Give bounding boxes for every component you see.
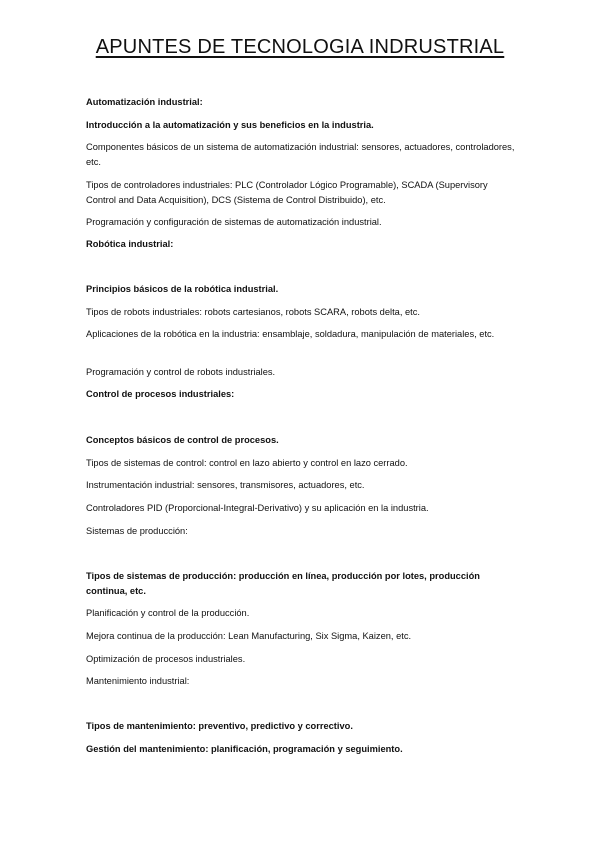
paragraph: Optimización de procesos industriales. (86, 654, 246, 664)
section-heading-robotica: Robótica industrial: (86, 239, 174, 249)
paragraph: Programación y configuración de sistemas de automatización industrial. (86, 217, 382, 227)
paragraph: Introducción a la automatización y sus beneficios en la industria. (86, 120, 374, 130)
paragraph: Programación y control de robots industriales. (86, 367, 276, 377)
paragraph: Conceptos básicos de control de procesos. (86, 435, 279, 445)
paragraph: Tipos de controladores industriales: PLC (Controlador Lógico Programable), SCADA (Supervisory Control and Data Acquisition), DCS (Sistema de Control Distribuido), etc. (86, 180, 488, 205)
paragraph: Principios básicos de la robótica industrial. (86, 284, 279, 294)
paragraph: Planificación y control de la producción. (86, 608, 250, 618)
section-heading-produccion: Sistemas de producción: (86, 526, 188, 536)
section-heading-mantenimiento: Mantenimiento industrial: (86, 676, 190, 686)
paragraph: Tipos de sistemas de producción: producción en línea, producción por lotes, producción continua, etc. (86, 571, 480, 596)
section-heading-control: Control de procesos industriales: (86, 389, 235, 399)
paragraph: Aplicaciones de la robótica en la industria: ensamblaje, soldadura, manipulación de materiales, etc. (86, 329, 495, 339)
section-heading-automatizacion: Automatización industrial: (86, 97, 203, 107)
paragraph: Tipos de mantenimiento: preventivo, predictivo y correctivo. (86, 721, 353, 731)
paragraph: Mejora continua de la producción: Lean Manufacturing, Six Sigma, Kaizen, etc. (86, 631, 412, 641)
paragraph: Controladores PID (Proporcional-Integral-Derivativo) y su aplicación en la industria. (86, 503, 429, 513)
paragraph: Instrumentación industrial: sensores, transmisores, actuadores, etc. (86, 480, 365, 490)
page-title: APUNTES DE TECNOLOGIA INDRUSTRIAL (95, 36, 505, 58)
paragraph: Componentes básicos de un sistema de automatización industrial: sensores, actuadores, controladores, etc. (86, 142, 515, 167)
paragraph: Gestión del mantenimiento: planificación, programación y seguimiento. (86, 744, 403, 754)
paragraph: Tipos de sistemas de control: control en lazo abierto y control en lazo cerrado. (86, 458, 408, 468)
paragraph: Tipos de robots industriales: robots cartesianos, robots SCARA, robots delta, etc. (86, 307, 420, 317)
